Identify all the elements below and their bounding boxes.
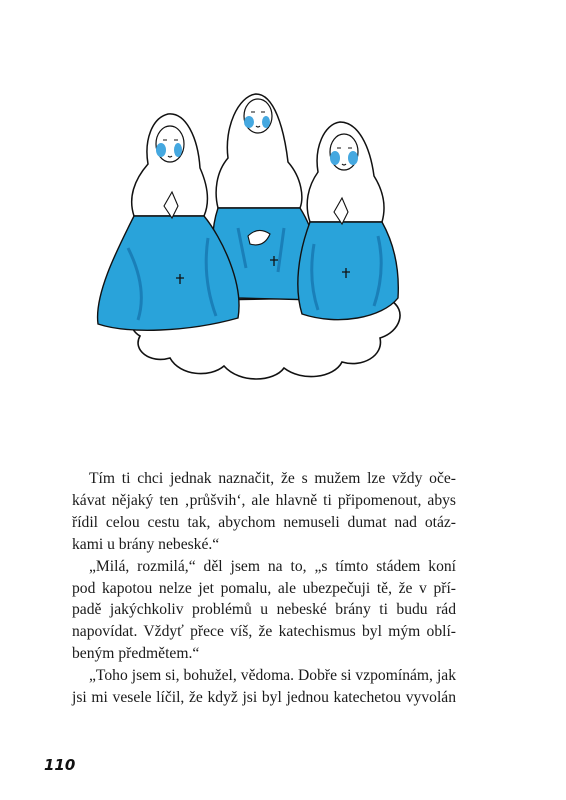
text-line: Tím ti chci jednak naznačit, že s mužem lze vždy oče- bbox=[89, 470, 456, 487]
right-nun bbox=[298, 122, 398, 320]
text-line: kami u brány nebeské.“ bbox=[72, 535, 220, 553]
nuns-on-cloud-illustration bbox=[88, 88, 428, 418]
text-line: padě jakýchkoliv problémů u nebeské brány ti budu rád bbox=[72, 601, 456, 619]
text-line: „Milá, rozmilá,“ děl jsem na to, „s tímto stádem koní bbox=[89, 557, 456, 575]
text-line: jsi mi vesele líčil, že když jsi byl jednou katechetou vyvolán bbox=[72, 689, 456, 707]
text-line: „Toho jsem si, bohužel, vědoma. Dobře si vzpomínám, jak bbox=[89, 667, 456, 685]
body-text bbox=[72, 468, 456, 709]
text-line: kávat nějaký ten ‚průšvih‘, ale hlavně ti připomenout, abys bbox=[72, 491, 456, 509]
text-line: pod kapotou nelze jet pomalu, ale ubezpečuji tě, že v pří- bbox=[72, 579, 456, 597]
text-line: napovídat. Vždyť přece víš, že katechismus byl mým oblí- bbox=[72, 623, 456, 641]
page-number: 110 bbox=[44, 756, 76, 774]
text-line: beným předmětem.“ bbox=[72, 645, 200, 663]
text-line: řídil celou cestu tak, abychom nemuseli dumat nad otáz- bbox=[72, 513, 456, 531]
